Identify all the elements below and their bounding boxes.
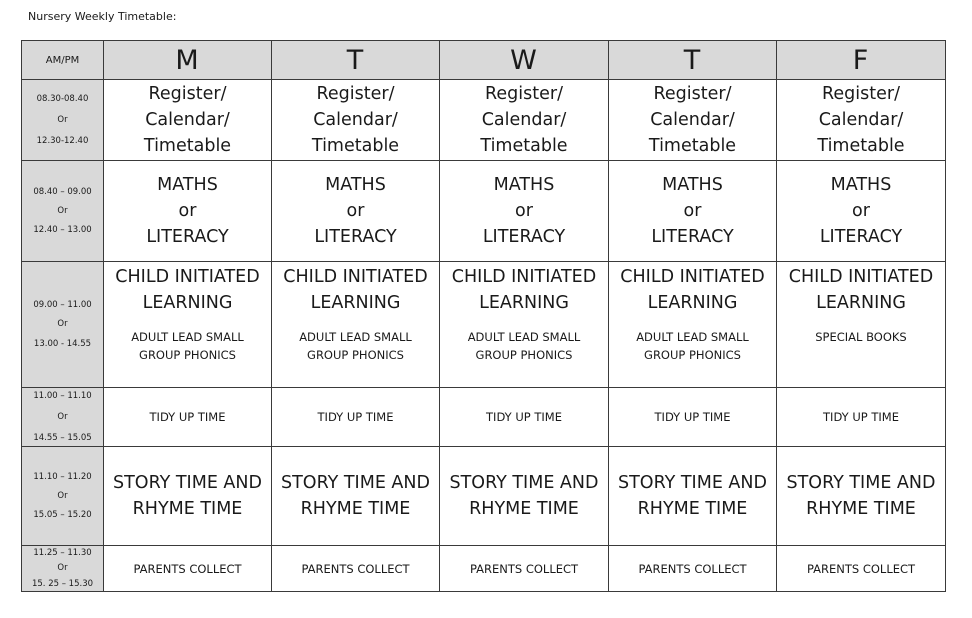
activity-main-text: Register/: [148, 84, 227, 104]
time-range-label: 12.40 – 13.00: [33, 225, 92, 236]
time-or-label: Or: [57, 411, 68, 422]
activity-cell-wednesday: [440, 388, 609, 447]
time-slot-cell: [22, 546, 104, 592]
time-slot-cell: [22, 80, 104, 161]
activity-sub-text: GROUP PHONICS: [307, 348, 404, 362]
activity-sub-text: TIDY UP TIME: [823, 410, 899, 424]
activity-sub-text: SPECIAL BOOKS: [815, 330, 907, 344]
day-header-thursday: T: [609, 41, 777, 80]
activity-main-text: Register/: [485, 84, 563, 104]
activity-main-text: MATHS: [325, 175, 386, 195]
activity-cell-wednesday: [440, 80, 609, 161]
activity-main-text: CHILD INITIATED: [788, 267, 934, 287]
activity-sub-text: TIDY UP TIME: [486, 410, 562, 424]
day-header-wednesday: W: [440, 41, 609, 80]
time-range-label: 08.40 – 09.00: [33, 186, 92, 197]
activity-main-text: Register/: [653, 84, 732, 104]
timetable-row: [22, 80, 946, 161]
activity-main-text: MATHS: [157, 175, 218, 195]
activity-cell-tuesday: [272, 262, 440, 388]
activity-main-text: LITERACY: [482, 227, 566, 247]
time-range-label: 11.00 – 11.10: [33, 390, 92, 401]
activity-main-text: or: [515, 201, 533, 221]
time-or-label: Or: [57, 205, 68, 216]
time-range-label: 11.25 – 11.30: [33, 548, 92, 559]
spacer: [440, 316, 608, 328]
activity-main-text: or: [683, 201, 702, 221]
time-or-label: Or: [57, 319, 68, 330]
activity-main-text: Calendar/: [313, 110, 398, 130]
time-slot-cell: [22, 161, 104, 262]
activity-main-text: or: [852, 201, 870, 221]
time-slot-cell: [22, 447, 104, 546]
activity-main-text: MATHS: [493, 175, 555, 195]
activity-sub-text: PARENTS COLLECT: [301, 561, 410, 576]
activity-main-text: LEARNING: [647, 293, 738, 313]
activity-main-text: Timetable: [480, 136, 568, 156]
header-row: [22, 41, 946, 80]
activity-cell-tuesday: [272, 447, 440, 546]
time-or-label: Or: [57, 490, 68, 501]
activity-main-text: RHYME TIME: [637, 499, 748, 519]
activity-main-text: Timetable: [311, 136, 400, 156]
activity-main-text: STORY TIME AND: [618, 473, 767, 493]
activity-cell-tuesday: [272, 388, 440, 447]
time-or-label: Or: [57, 114, 68, 125]
activity-sub-text: GROUP PHONICS: [475, 348, 573, 362]
time-range-label: 15.05 – 15.20: [33, 510, 92, 521]
time-range-label: 12.30-12.40: [36, 136, 89, 147]
activity-main-text: STORY TIME AND: [113, 473, 262, 493]
activity-cell-monday: [104, 80, 272, 161]
activity-sub-text: ADULT LEAD SMALL: [467, 330, 581, 344]
activity-main-text: LITERACY: [819, 227, 903, 247]
day-header-friday: F: [777, 41, 946, 80]
document-title: Nursery Weekly Timetable:: [28, 10, 177, 23]
time-range-label: 11.10 – 11.20: [33, 471, 92, 482]
activity-cell-friday: [777, 262, 946, 388]
time-column-header: AM/PM: [22, 41, 104, 80]
activity-main-text: LEARNING: [816, 293, 906, 313]
activity-main-text: Timetable: [143, 136, 232, 156]
activity-cell-friday: [777, 447, 946, 546]
activity-cell-tuesday: [272, 80, 440, 161]
activity-cell-monday: [104, 161, 272, 262]
activity-main-text: CHILD INITIATED: [451, 267, 597, 287]
time-range-label: 09.00 – 11.00: [33, 300, 92, 311]
activity-main-text: LEARNING: [142, 293, 233, 313]
activity-cell-thursday: [609, 80, 777, 161]
activity-main-text: RHYME TIME: [132, 499, 243, 519]
activity-cell-tuesday: [272, 161, 440, 262]
activity-cell-wednesday: [440, 546, 609, 592]
activity-main-text: LITERACY: [314, 227, 397, 247]
spacer: [104, 316, 271, 328]
activity-sub-text: PARENTS COLLECT: [133, 561, 242, 576]
activity-sub-text: PARENTS COLLECT: [638, 561, 747, 576]
activity-main-text: MATHS: [830, 175, 892, 195]
activity-sub-text: GROUP PHONICS: [644, 348, 741, 362]
activity-main-text: CHILD INITIATED: [115, 267, 260, 287]
activity-main-text: RHYME TIME: [300, 499, 411, 519]
activity-main-text: Calendar/: [481, 110, 567, 130]
day-header-tuesday: T: [272, 41, 440, 80]
timetable-row: [22, 388, 946, 447]
activity-main-text: Timetable: [817, 136, 905, 156]
activity-main-text: RHYME TIME: [806, 499, 916, 519]
activity-main-text: CHILD INITIATED: [283, 267, 428, 287]
activity-main-text: LEARNING: [479, 293, 569, 313]
spacer: [609, 316, 776, 328]
activity-sub-text: ADULT LEAD SMALL: [299, 330, 412, 344]
activity-sub-text: PARENTS COLLECT: [469, 561, 579, 576]
timetable-row: [22, 161, 946, 262]
activity-cell-monday: [104, 388, 272, 447]
timetable-row: [22, 447, 946, 546]
activity-main-text: or: [346, 201, 365, 221]
activity-main-text: LITERACY: [651, 227, 734, 247]
spacer: [272, 316, 439, 328]
time-slot-cell: [22, 262, 104, 388]
activity-cell-thursday: [609, 262, 777, 388]
activity-main-text: Calendar/: [818, 110, 904, 130]
timetable: [21, 40, 946, 592]
activity-main-text: Register/: [316, 84, 395, 104]
time-slot-cell: [22, 388, 104, 447]
activity-sub-text: TIDY UP TIME: [317, 410, 394, 424]
activity-cell-friday: [777, 80, 946, 161]
activity-cell-monday: [104, 447, 272, 546]
activity-main-text: RHYME TIME: [469, 499, 579, 519]
activity-main-text: LEARNING: [310, 293, 401, 313]
activity-sub-text: PARENTS COLLECT: [806, 561, 916, 576]
time-or-label: Or: [57, 563, 68, 574]
activity-sub-text: ADULT LEAD SMALL: [131, 330, 244, 344]
activity-main-text: Calendar/: [145, 110, 230, 130]
activity-cell-friday: [777, 161, 946, 262]
activity-cell-thursday: [609, 161, 777, 262]
day-header-monday: M: [104, 41, 272, 80]
activity-cell-friday: [777, 388, 946, 447]
activity-cell-tuesday: [272, 546, 440, 592]
activity-cell-wednesday: [440, 447, 609, 546]
activity-cell-thursday: [609, 447, 777, 546]
activity-main-text: STORY TIME AND: [281, 473, 430, 493]
time-range-label: 14.55 – 15.05: [33, 433, 92, 444]
activity-sub-text: ADULT LEAD SMALL: [636, 330, 749, 344]
time-range-label: 13.00 - 14.55: [33, 338, 92, 349]
activity-cell-monday: [104, 262, 272, 388]
activity-cell-wednesday: [440, 161, 609, 262]
activity-sub-text: TIDY UP TIME: [654, 410, 731, 424]
activity-cell-thursday: [609, 546, 777, 592]
spacer: [777, 316, 945, 328]
activity-main-text: or: [178, 201, 197, 221]
activity-main-text: STORY TIME AND: [449, 473, 599, 493]
activity-cell-wednesday: [440, 262, 609, 388]
activity-sub-text: GROUP PHONICS: [139, 348, 236, 362]
activity-main-text: Register/: [822, 84, 900, 104]
time-range-label: 15. 25 – 15.30: [31, 578, 94, 589]
activity-main-text: Timetable: [648, 136, 737, 156]
time-range-label: 08.30-08.40: [36, 93, 89, 104]
timetable-row: [22, 546, 946, 592]
activity-main-text: Calendar/: [650, 110, 735, 130]
activity-main-text: MATHS: [662, 175, 723, 195]
activity-sub-text: TIDY UP TIME: [149, 410, 226, 424]
activity-main-text: STORY TIME AND: [786, 473, 936, 493]
activity-cell-friday: [777, 546, 946, 592]
activity-main-text: CHILD INITIATED: [620, 267, 765, 287]
timetable-row: [22, 262, 946, 388]
activity-cell-thursday: [609, 388, 777, 447]
activity-cell-monday: [104, 546, 272, 592]
activity-main-text: LITERACY: [146, 227, 229, 247]
